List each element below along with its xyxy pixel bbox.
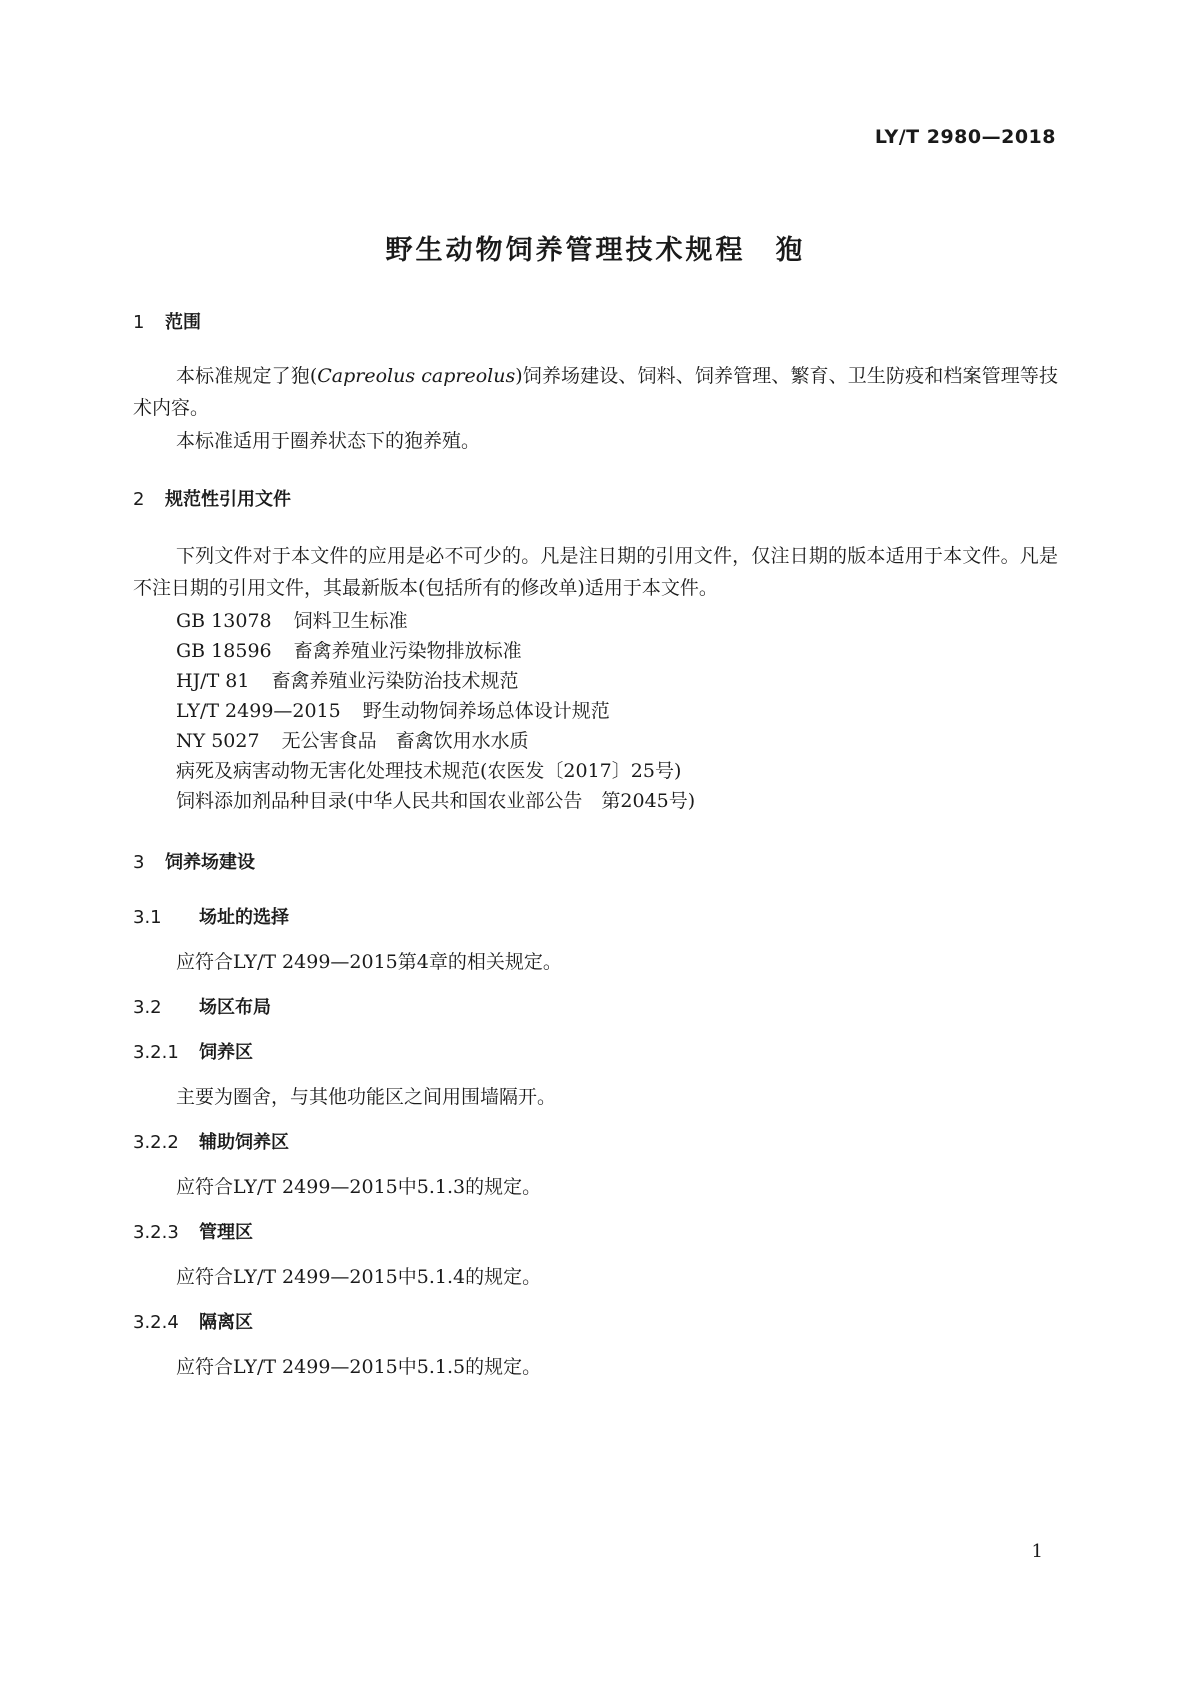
subsection-heading-3-2	[133, 993, 271, 1019]
subsection-text: 应符合LY/T 2499—2015中5.1.5的规定。	[176, 1356, 542, 1378]
reference-item	[176, 636, 522, 663]
reference-title: 饲料卫生标准	[293, 610, 408, 632]
section-number: 3.2.3	[133, 1222, 179, 1243]
reference-code: GB 13078	[176, 610, 272, 632]
reference-code: GB 18596	[176, 640, 272, 662]
scope-text-after: )饲养场建设、饲料、饲养管理、繁育、卫生防疫和档案管理等技术内容。	[133, 365, 1058, 419]
section-heading-2	[133, 485, 291, 511]
section-number: 3.1	[133, 907, 162, 928]
section-title: 管理区	[199, 1222, 253, 1243]
subsection-text: 主要为圈舍，与其他功能区之间用围墙隔开。	[176, 1086, 557, 1108]
section-title: 规范性引用文件	[165, 489, 291, 510]
latin-name: Capreolus capreolus	[317, 365, 516, 387]
section-number: 3	[133, 852, 145, 873]
reference-code: HJ/T 81	[176, 670, 250, 692]
reference-title: 无公害食品 畜禽饮用水水质	[281, 730, 529, 752]
scope-paragraph-1	[133, 360, 1058, 424]
reference-item	[176, 696, 610, 723]
section-title: 辅助饲养区	[199, 1132, 289, 1153]
reference-item: 饲料添加剂品种目录(中华人民共和国农业部公告 第2045号)	[176, 790, 696, 812]
section-title: 饲养场建设	[165, 852, 255, 873]
reference-title: 畜禽养殖业污染物排放标准	[293, 640, 522, 662]
section-title: 场址的选择	[199, 907, 289, 928]
reference-title: 野生动物饲养场总体设计规范	[362, 700, 610, 722]
reference-item	[176, 606, 408, 633]
section-number: 3.2.4	[133, 1312, 179, 1333]
section-heading-1	[133, 308, 201, 334]
reference-item: 病死及病害动物无害化处理技术规范(农医发〔2017〕25号)	[176, 760, 682, 782]
reference-code: NY 5027	[176, 730, 260, 752]
references-intro: 下列文件对于本文件的应用是必不可少的。凡是注日期的引用文件，仅注日期的版本适用于本文件。凡是不注日期的引用文件，其最新版本(包括所有的修改单)适用于本文件。	[133, 545, 1058, 599]
subsection-text: 应符合LY/T 2499—2015第4章的相关规定。	[176, 951, 562, 973]
subsection-text: 应符合LY/T 2499—2015中5.1.3的规定。	[176, 1176, 542, 1198]
reference-code: LY/T 2499—2015	[176, 700, 341, 722]
subsection-heading-3-2-1	[133, 1038, 253, 1064]
section-title: 范围	[165, 312, 201, 333]
scope-paragraph-2: 本标准适用于圈养状态下的狍养殖。	[176, 430, 481, 452]
document-title: 野生动物饲养管理技术规程 狍	[385, 235, 806, 266]
section-title: 隔离区	[199, 1312, 253, 1333]
standard-code: LY/T 2980—2018	[874, 126, 1056, 148]
subsection-heading-3-2-4	[133, 1308, 253, 1334]
section-heading-3	[133, 848, 255, 874]
section-title: 场区布局	[199, 997, 271, 1018]
section-number: 2	[133, 489, 145, 510]
section-number: 3.2	[133, 997, 162, 1018]
scope-text-before: 本标准规定了狍(	[176, 365, 318, 387]
reference-item	[176, 666, 519, 693]
subsection-heading-3-1	[133, 903, 289, 929]
subsection-heading-3-2-3	[133, 1218, 253, 1244]
page-number: 1	[1031, 1541, 1043, 1562]
section-number: 1	[133, 312, 145, 333]
subsection-heading-3-2-2	[133, 1128, 289, 1154]
section-number: 3.2.1	[133, 1042, 179, 1063]
section-number: 3.2.2	[133, 1132, 179, 1153]
reference-title: 畜禽养殖业污染防治技术规范	[271, 670, 519, 692]
subsection-text: 应符合LY/T 2499—2015中5.1.4的规定。	[176, 1266, 542, 1288]
section-title: 饲养区	[199, 1042, 253, 1063]
reference-item	[176, 726, 529, 753]
